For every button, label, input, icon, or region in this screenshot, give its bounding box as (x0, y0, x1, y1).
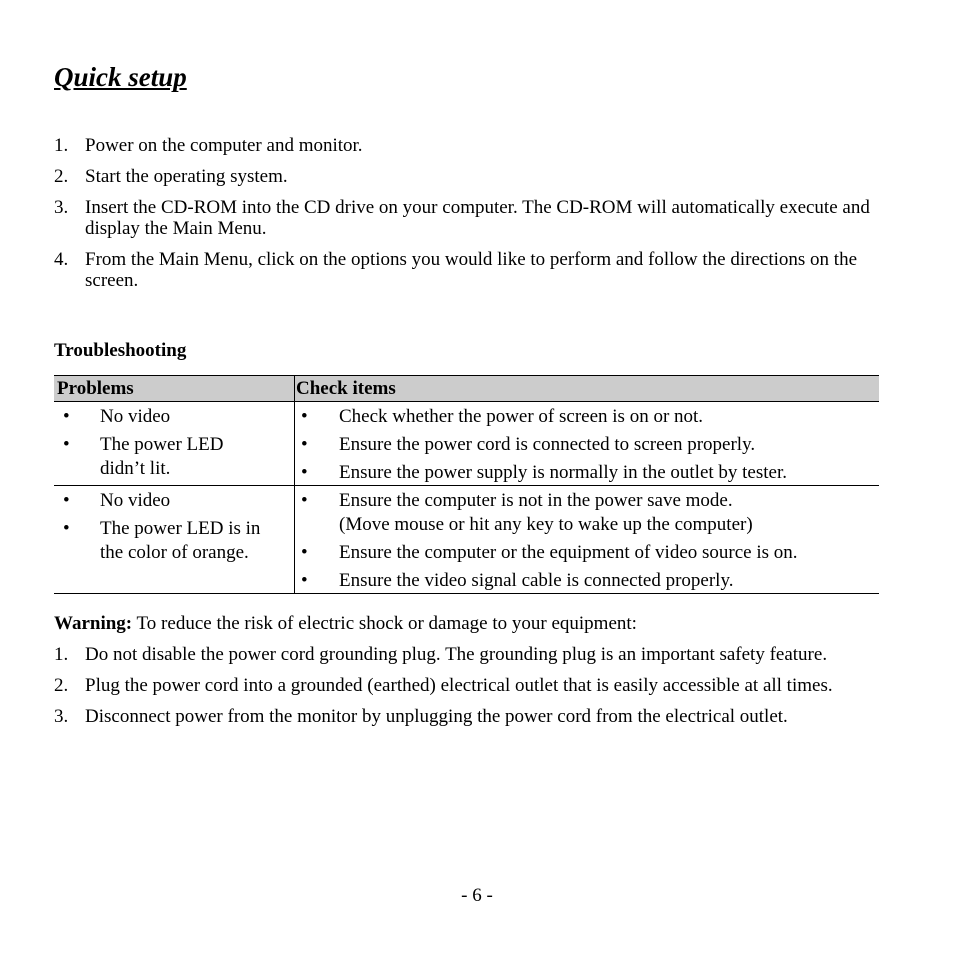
list-item (54, 517, 294, 565)
troubleshooting-table (54, 375, 879, 594)
check-note: (Move mouse or hit any key to wake up the computer) (339, 514, 753, 535)
list-item (295, 569, 879, 593)
bullet-icon: • (63, 406, 70, 427)
list-item (54, 135, 899, 156)
check-items-cell (295, 486, 880, 594)
problems-list (54, 405, 294, 481)
check-text: Ensure the power supply is normally in the outlet by tester. (339, 462, 788, 483)
list-item (295, 433, 879, 457)
list-item (54, 644, 899, 665)
table-row (54, 486, 879, 594)
list-item (295, 489, 879, 537)
step-number: 3. (54, 706, 69, 727)
bullet-icon: • (63, 490, 70, 511)
list-item (54, 405, 294, 429)
page-number: - 6 - (461, 885, 493, 906)
problem-text: The power LED didn’t lit. (100, 434, 224, 479)
check-text: Check whether the power of screen is on or not. (339, 406, 704, 427)
list-item (54, 706, 899, 727)
page-title: Quick setup (54, 62, 187, 92)
bullet-icon: • (301, 542, 308, 563)
column-header-check-items: Check items (295, 376, 880, 402)
warning-label: Warning: (54, 613, 133, 634)
bullet-icon: • (63, 518, 70, 539)
check-text: Ensure the computer is not in the power save mode. (339, 490, 733, 511)
bullet-icon: • (301, 570, 308, 591)
check-items-list (295, 405, 879, 485)
step-text: Plug the power cord into a grounded (earthed) electrical outlet that is easily accessible at all times. (85, 675, 833, 696)
problem-text: No video (100, 490, 171, 511)
bullet-icon: • (63, 434, 70, 455)
check-items-cell (295, 402, 880, 486)
problems-list (54, 489, 294, 565)
step-number: 3. (54, 197, 69, 218)
column-header-problems: Problems (54, 376, 295, 402)
check-text: Ensure the power cord is connected to screen properly. (339, 434, 756, 455)
list-item (54, 249, 899, 291)
quick-setup-list (54, 135, 899, 301)
step-text: Insert the CD-ROM into the CD drive on your computer. The CD-ROM will automatically execute and display the Main Menu. (85, 197, 870, 239)
warning-list (54, 644, 899, 737)
warning-text: To reduce the risk of electric shock or damage to your equipment: (132, 613, 637, 634)
bullet-icon: • (301, 434, 308, 455)
bullet-icon: • (301, 406, 308, 427)
problems-cell (54, 402, 295, 486)
step-number: 2. (54, 675, 69, 696)
step-text: Do not disable the power cord grounding plug. The grounding plug is an important safety feature. (85, 644, 828, 665)
step-number: 2. (54, 166, 69, 187)
problems-cell (54, 486, 295, 594)
list-item (54, 489, 294, 513)
step-number: 1. (54, 644, 69, 665)
problem-text: No video (100, 406, 171, 427)
step-text: From the Main Menu, click on the options you would like to perform and follow the directions on the screen. (85, 249, 858, 291)
step-text: Power on the computer and monitor. (85, 135, 363, 156)
table-header-row (54, 376, 879, 402)
check-text: Ensure the computer or the equipment of video source is on. (339, 542, 798, 563)
troubleshooting-heading: Troubleshooting (54, 340, 187, 361)
check-text: Ensure the video signal cable is connected properly. (339, 570, 734, 591)
bullet-icon: • (301, 462, 308, 483)
bullet-icon: • (301, 490, 308, 511)
problem-text: The power LED is in the color of orange. (100, 518, 261, 563)
table-row (54, 402, 879, 486)
warning-paragraph (54, 612, 637, 636)
list-item (295, 405, 879, 429)
step-number: 4. (54, 249, 69, 270)
list-item (295, 461, 879, 485)
list-item (54, 197, 899, 239)
list-item (54, 166, 899, 187)
check-items-list (295, 489, 879, 593)
list-item (54, 675, 899, 696)
step-number: 1. (54, 135, 69, 156)
list-item (295, 541, 879, 565)
list-item (54, 433, 294, 481)
step-text: Start the operating system. (85, 166, 288, 187)
step-text: Disconnect power from the monitor by unplugging the power cord from the electrical outlet. (85, 706, 788, 727)
